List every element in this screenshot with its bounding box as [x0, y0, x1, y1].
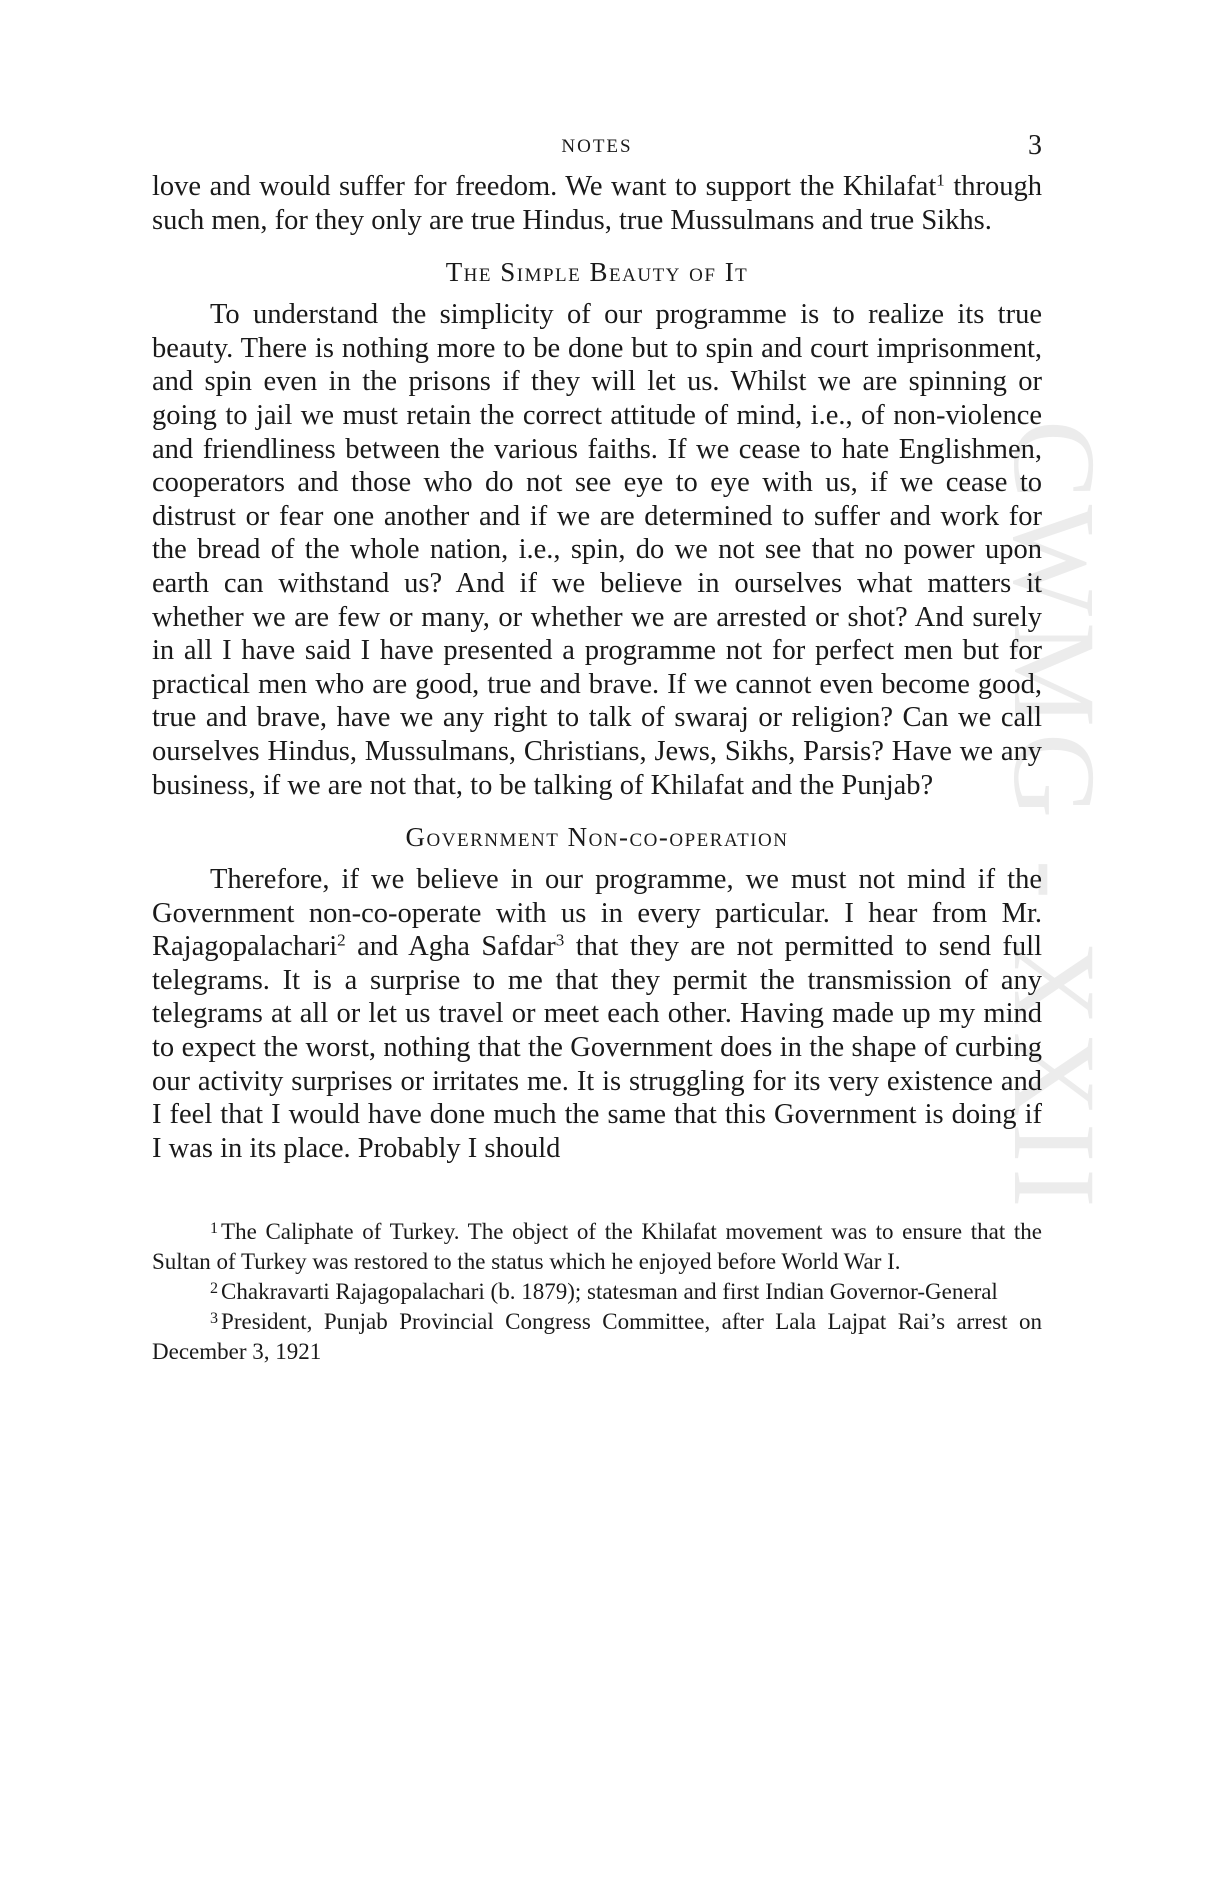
footnote-ref-2: 2 [337, 930, 346, 950]
footnote-text: The Caliphate of Turkey. The object of the Khilafat movement was to ensure that the Sultan of Turkey was restored to the status which he enjoyed before World War I. [152, 1219, 1042, 1275]
paragraph-text: Therefore, if we believe in our programme, we must not mind if the Government non-co-operate with us in every particular. I hear from Mr. Rajagopalachari [152, 864, 1042, 963]
footnote-mark: 2 [210, 1280, 219, 1297]
footnote-text: President, Punjab Provincial Congress Committee, after Lala Lajpat Rai’s arrest on December 3, 1921 [152, 1309, 1042, 1365]
paragraph-text: that they are not permitted to send full telegrams. It is a surprise to me that they permit the transmission of any telegrams at all or let us travel or meet each other. Having made up my mind to expect the worst, nothing that the Government does in the shape of curbing our activity surprises or irritates me. It is struggling for its very existence and I feel that I would have done much the same that this Government is doing if I was in its place. Probably I should [152, 931, 1042, 1164]
page-number: 3 [1028, 130, 1042, 161]
footnote-text: Chakravarti Rajagopalachari (b. 1879); statesman and first Indian Governor-General [221, 1279, 998, 1305]
footnote-mark: 3 [210, 1310, 219, 1327]
paragraph-text: love and would suffer for freedom. We want to support the Khilafat [152, 171, 937, 202]
paragraph-text: and Agha Safdar [345, 931, 556, 963]
footnote-1 [152, 1217, 1042, 1277]
paragraph-text: To understand the simplicity of our programme is to realize its true beauty. There is nothing more to be done but to spin and court imprisonment, and spin even in the prisons if they will let us. Whilst we are spinning or going to jail we must retain the correct attitude of mind, i.e., of non-violence and friendliness between the various faiths. If we cease to hate Englishmen, cooperators and those who do not see eye to eye with us, if we cease to distrust or fear one another and if we are determined to suffer and work for the bread of the whole nation, i.e., spin, do we not see that no power upon earth can withstand us? And if we believe in ourselves what matters it whether we are few or many, or whether we are arrested or shot? And surely in all I have said I have presented a programme not for perfect men but for practical men who are good, true and brave. If we cannot even become good, true and brave, have we any right to talk of swaraj or religion? Can we call ourselves Hindus, Mussulmans, Christians, Jews, Sikhs, Parsis? Have we any business, if we are not that, to be talking of Khilafat and the Punjab? [152, 299, 1042, 801]
watermark-text: CWMG - XXII [989, 420, 1120, 1214]
footnote-2 [152, 1277, 1042, 1307]
footnote-3 [152, 1307, 1042, 1367]
footnote-ref-1: 1 [936, 170, 945, 190]
footnote-ref-3: 3 [555, 930, 565, 950]
paragraph-simple-beauty [152, 298, 1042, 802]
section-heading-simple-beauty: The Simple Beauty of It [445, 257, 749, 288]
running-head: NOTES [561, 136, 633, 157]
section-heading-government-non-co-operation: Government Non-co-operation [405, 822, 789, 853]
paragraph-government [152, 863, 1042, 1165]
footnote-mark: 1 [210, 1220, 219, 1237]
paragraph-continued [152, 170, 1042, 237]
page [152, 130, 1042, 1367]
page-header [152, 130, 1042, 170]
paragraph-text: through such men, for they only are true Hindus, true Mussulmans and true Sikhs. [152, 171, 1042, 236]
footnotes [152, 1217, 1042, 1367]
